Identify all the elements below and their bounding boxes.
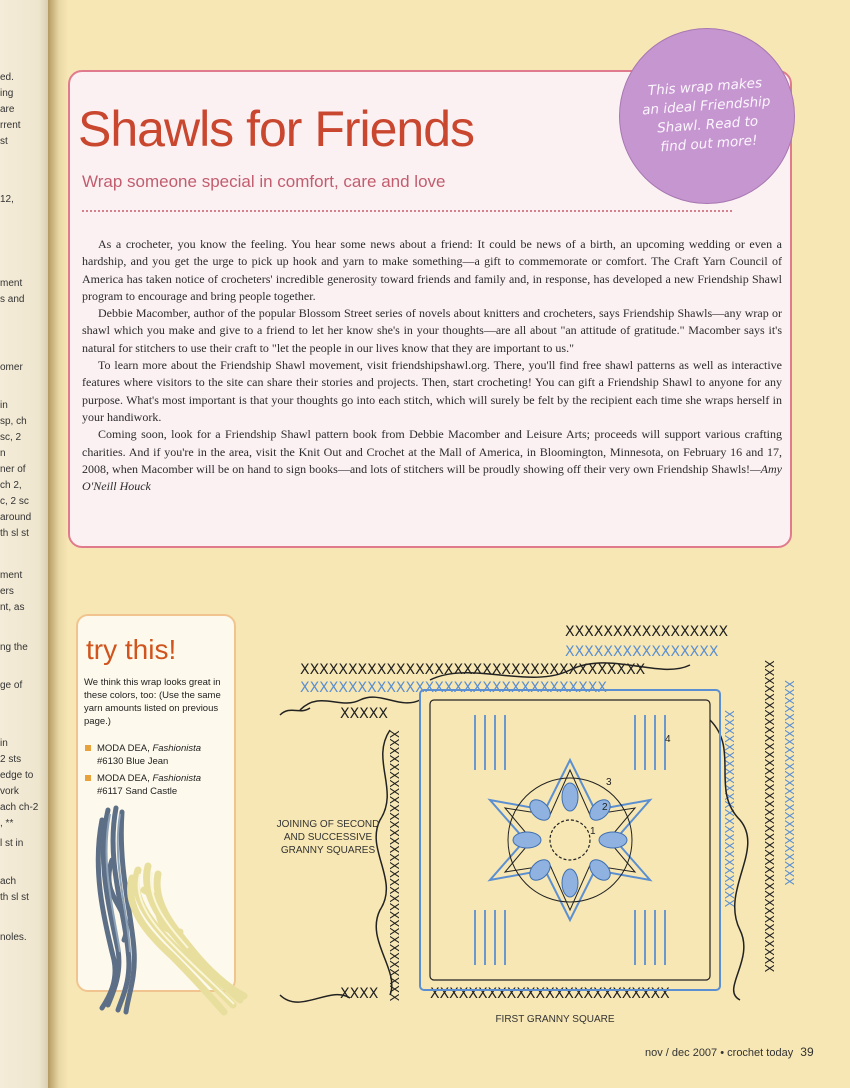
- blue-vertical-columns: [722, 680, 796, 907]
- previous-page-text-fragment: l st in: [0, 838, 24, 849]
- yarn-color: #6130 Blue Jean: [97, 756, 169, 767]
- yarn-list: [84, 742, 234, 802]
- blue-x-row-top: XXXXXXXXXXXXXXXXXXXXXXXXXXXXXXXX: [300, 680, 607, 696]
- previous-page-text-fragment: edge to: [0, 770, 34, 781]
- first-square-label: FIRST GRANNY SQUARE: [495, 1014, 615, 1025]
- bullet-icon: [85, 775, 91, 781]
- previous-page-text-fragment: sc, 2: [0, 432, 22, 443]
- yarn-color: #6117 Sand Castle: [97, 786, 178, 797]
- page-footer: [645, 1045, 814, 1059]
- blue-x-col-inner: XXXXXXXXXXXXXXXXXXXXXXXX: [722, 710, 736, 908]
- x-row-top-right: XXXXXXXXXXXXXXXXX: [565, 624, 729, 640]
- article-paragraph: To learn more about the Friendship Shawl movement, visit friendshipshawl.org. There, you'll find free shawl patterns as well as interactive features where visitors to the site can share their stories and projects. Then, start crocheting! You can gift a Friendship Shawl to anyone for any purpose. What's most important is that your thoughts go into each stitch, which will surely be felt by the recipient each time she wraps herself in your handiwork.: [82, 358, 782, 424]
- footer-separator: •: [720, 1047, 725, 1059]
- previous-page-text-fragment: st: [0, 136, 8, 147]
- blue-yarn-skein: [98, 808, 134, 1012]
- previous-page-text-fragment: ment: [0, 570, 23, 581]
- page-gutter: [48, 0, 68, 1088]
- article-paragraph-text: Coming soon, look for a Friendship Shawl pattern book from Debbie Macomber and Leisure Arts; proceeds will support various crafting charities. And if you're in the area, visit the Knit Out and Crochet at the Mall of America, in Bloomington, Minnesota, on February 16 and 17, 2008, when Macomber will be on hand to sign books—and lots of stitchers will be proudly showing off their very own Friendship Shawls!: [82, 427, 782, 476]
- yarn-name: Fashionista: [152, 773, 202, 784]
- joining-label: JOINING OF SECOND AND SUCCESSIVE GRANNY SQUARES: [276, 819, 380, 856]
- try-this-heading: try this!: [86, 634, 177, 665]
- x-row-bottom-left: XXXX: [340, 986, 379, 1002]
- previous-page-edge: [0, 0, 48, 1088]
- x-row-bottom: XXXXXXXXXXXXXXXXXXXXXXXXX: [430, 986, 670, 1002]
- previous-page-text-fragment: 12,: [0, 194, 14, 205]
- previous-page-text-fragment: ment: [0, 278, 23, 289]
- cream-yarn-skein: [131, 866, 244, 1012]
- previous-page-text-fragment: ch 2,: [0, 480, 22, 491]
- vertical-x-columns: [387, 660, 776, 1001]
- previous-page-text-fragment: ner of: [0, 464, 26, 475]
- previous-page-text-fragment: n: [0, 448, 6, 459]
- x-row-left-short: XXXXX: [340, 706, 388, 722]
- previous-page-text-fragment: are: [0, 104, 15, 115]
- previous-page-text-fragment: ach ch-2: [0, 802, 39, 813]
- previous-page-text-fragment: 2 sts: [0, 754, 22, 765]
- previous-page-text-fragment: c, 2 sc: [0, 496, 29, 507]
- bullet-icon: [85, 745, 91, 751]
- previous-page-text-fragment: ing: [0, 88, 14, 99]
- article-body: [82, 236, 782, 495]
- previous-page-text-fragment: noles.: [0, 932, 27, 943]
- previous-page-text-fragment: s and: [0, 294, 25, 305]
- article-subtitle: Wrap someone special in comfort, care and love: [82, 172, 446, 191]
- yarn-skeins-image: [88, 800, 256, 1020]
- yarn-name: Fashionista: [152, 743, 202, 754]
- round-number: 2: [602, 802, 608, 813]
- previous-page-text-fragment: ed.: [0, 72, 14, 83]
- yarn-brand: MODA DEA,: [97, 743, 150, 754]
- yarn-item: [84, 742, 234, 768]
- x-col-left: XXXXXXXXXXXXXXXXXXXXXXXXXXXXXXXXX: [387, 730, 401, 1002]
- callout-text: This wrap makes an ideal Friendship Shawl. Read to find out more!: [641, 75, 771, 156]
- previous-page-text-fragment: , **: [0, 818, 14, 829]
- x-col-right: XXXXXXXXXXXXXXXXXXXXXXXXXXXXXXXXXXXXXX: [762, 660, 776, 973]
- round-number: 3: [606, 777, 612, 788]
- x-row-top: XXXXXXXXXXXXXXXXXXXXXXXXXXXXXXXXXXXX: [300, 662, 646, 678]
- previous-page-text-fragment: th sl st: [0, 528, 29, 539]
- previous-page-text-fragment: th sl st: [0, 892, 29, 903]
- article-title: Shawls for Friends: [78, 101, 475, 157]
- previous-page-text-fragment: around: [0, 512, 32, 523]
- previous-page-text-fragment: omer: [0, 362, 23, 373]
- round-number: 1: [590, 826, 596, 837]
- article-paragraph: Debbie Macomber, author of the popular Blossom Street series of novels about knitters and crocheters, says Friendship Shawls—any wrap or shawl which you make and give to a friend to let her know she's in your thoughts—are all about "an attitude of gratitude." Macomber says it's natural for stitchers to use their craft to "let the people in our lives know that they are important to us.": [82, 306, 782, 355]
- dotted-divider: [82, 210, 732, 212]
- try-this-intro: We think this wrap looks great in these colors, too: (Use the same yarn amounts listed on previous page.): [84, 677, 221, 727]
- article-paragraph-last: [82, 426, 782, 495]
- previous-page-text-fragment: ach: [0, 876, 17, 887]
- callout-bubble: [619, 28, 795, 204]
- blue-x-row-top-right: XXXXXXXXXXXXXXXX: [565, 644, 719, 660]
- previous-page-text-fragment: in: [0, 400, 8, 411]
- magazine-name: crochet today: [727, 1047, 794, 1059]
- puff-stitches: [513, 783, 627, 897]
- previous-page-text-fragment: ge of: [0, 680, 23, 691]
- byline: —Amy O'Neill Houck: [82, 461, 782, 494]
- previous-page-text-fragment: rrent: [0, 120, 21, 131]
- square-outline-blue: [420, 690, 720, 990]
- issue-date: nov / dec 2007: [645, 1047, 718, 1059]
- article-paragraph: As a crocheter, you know the feeling. You hear some news about a friend: It could be news of a birth, an upcoming wedding or even a hardship, and you get the urge to pick up hook and yarn to make something—a gift to commemorate or comfort. The Craft Yarn Council of America has taken notice of crocheters' incredible generosity toward friends and family and, in response, has developed a new Friendship Shawl program to encourage and bring people together.: [82, 237, 782, 303]
- stitch-posts: [475, 715, 665, 965]
- previous-page-text-fragment: ers: [0, 586, 14, 597]
- previous-page-text-fragment: sp, ch: [0, 416, 27, 427]
- previous-page-text-fragment: in: [0, 738, 8, 749]
- previous-page-text-fragment: nt, as: [0, 602, 25, 613]
- yarn-brand: MODA DEA,: [97, 773, 150, 784]
- round-number: 4: [665, 734, 671, 745]
- previous-page-text-fragment: ng the: [0, 642, 28, 653]
- page-number: 39: [800, 1045, 814, 1059]
- previous-page-text-fragment: vork: [0, 786, 19, 797]
- yarn-item: [84, 772, 234, 798]
- blue-x-col-right: XXXXXXXXXXXXXXXXXXXXXXXXX: [782, 680, 796, 886]
